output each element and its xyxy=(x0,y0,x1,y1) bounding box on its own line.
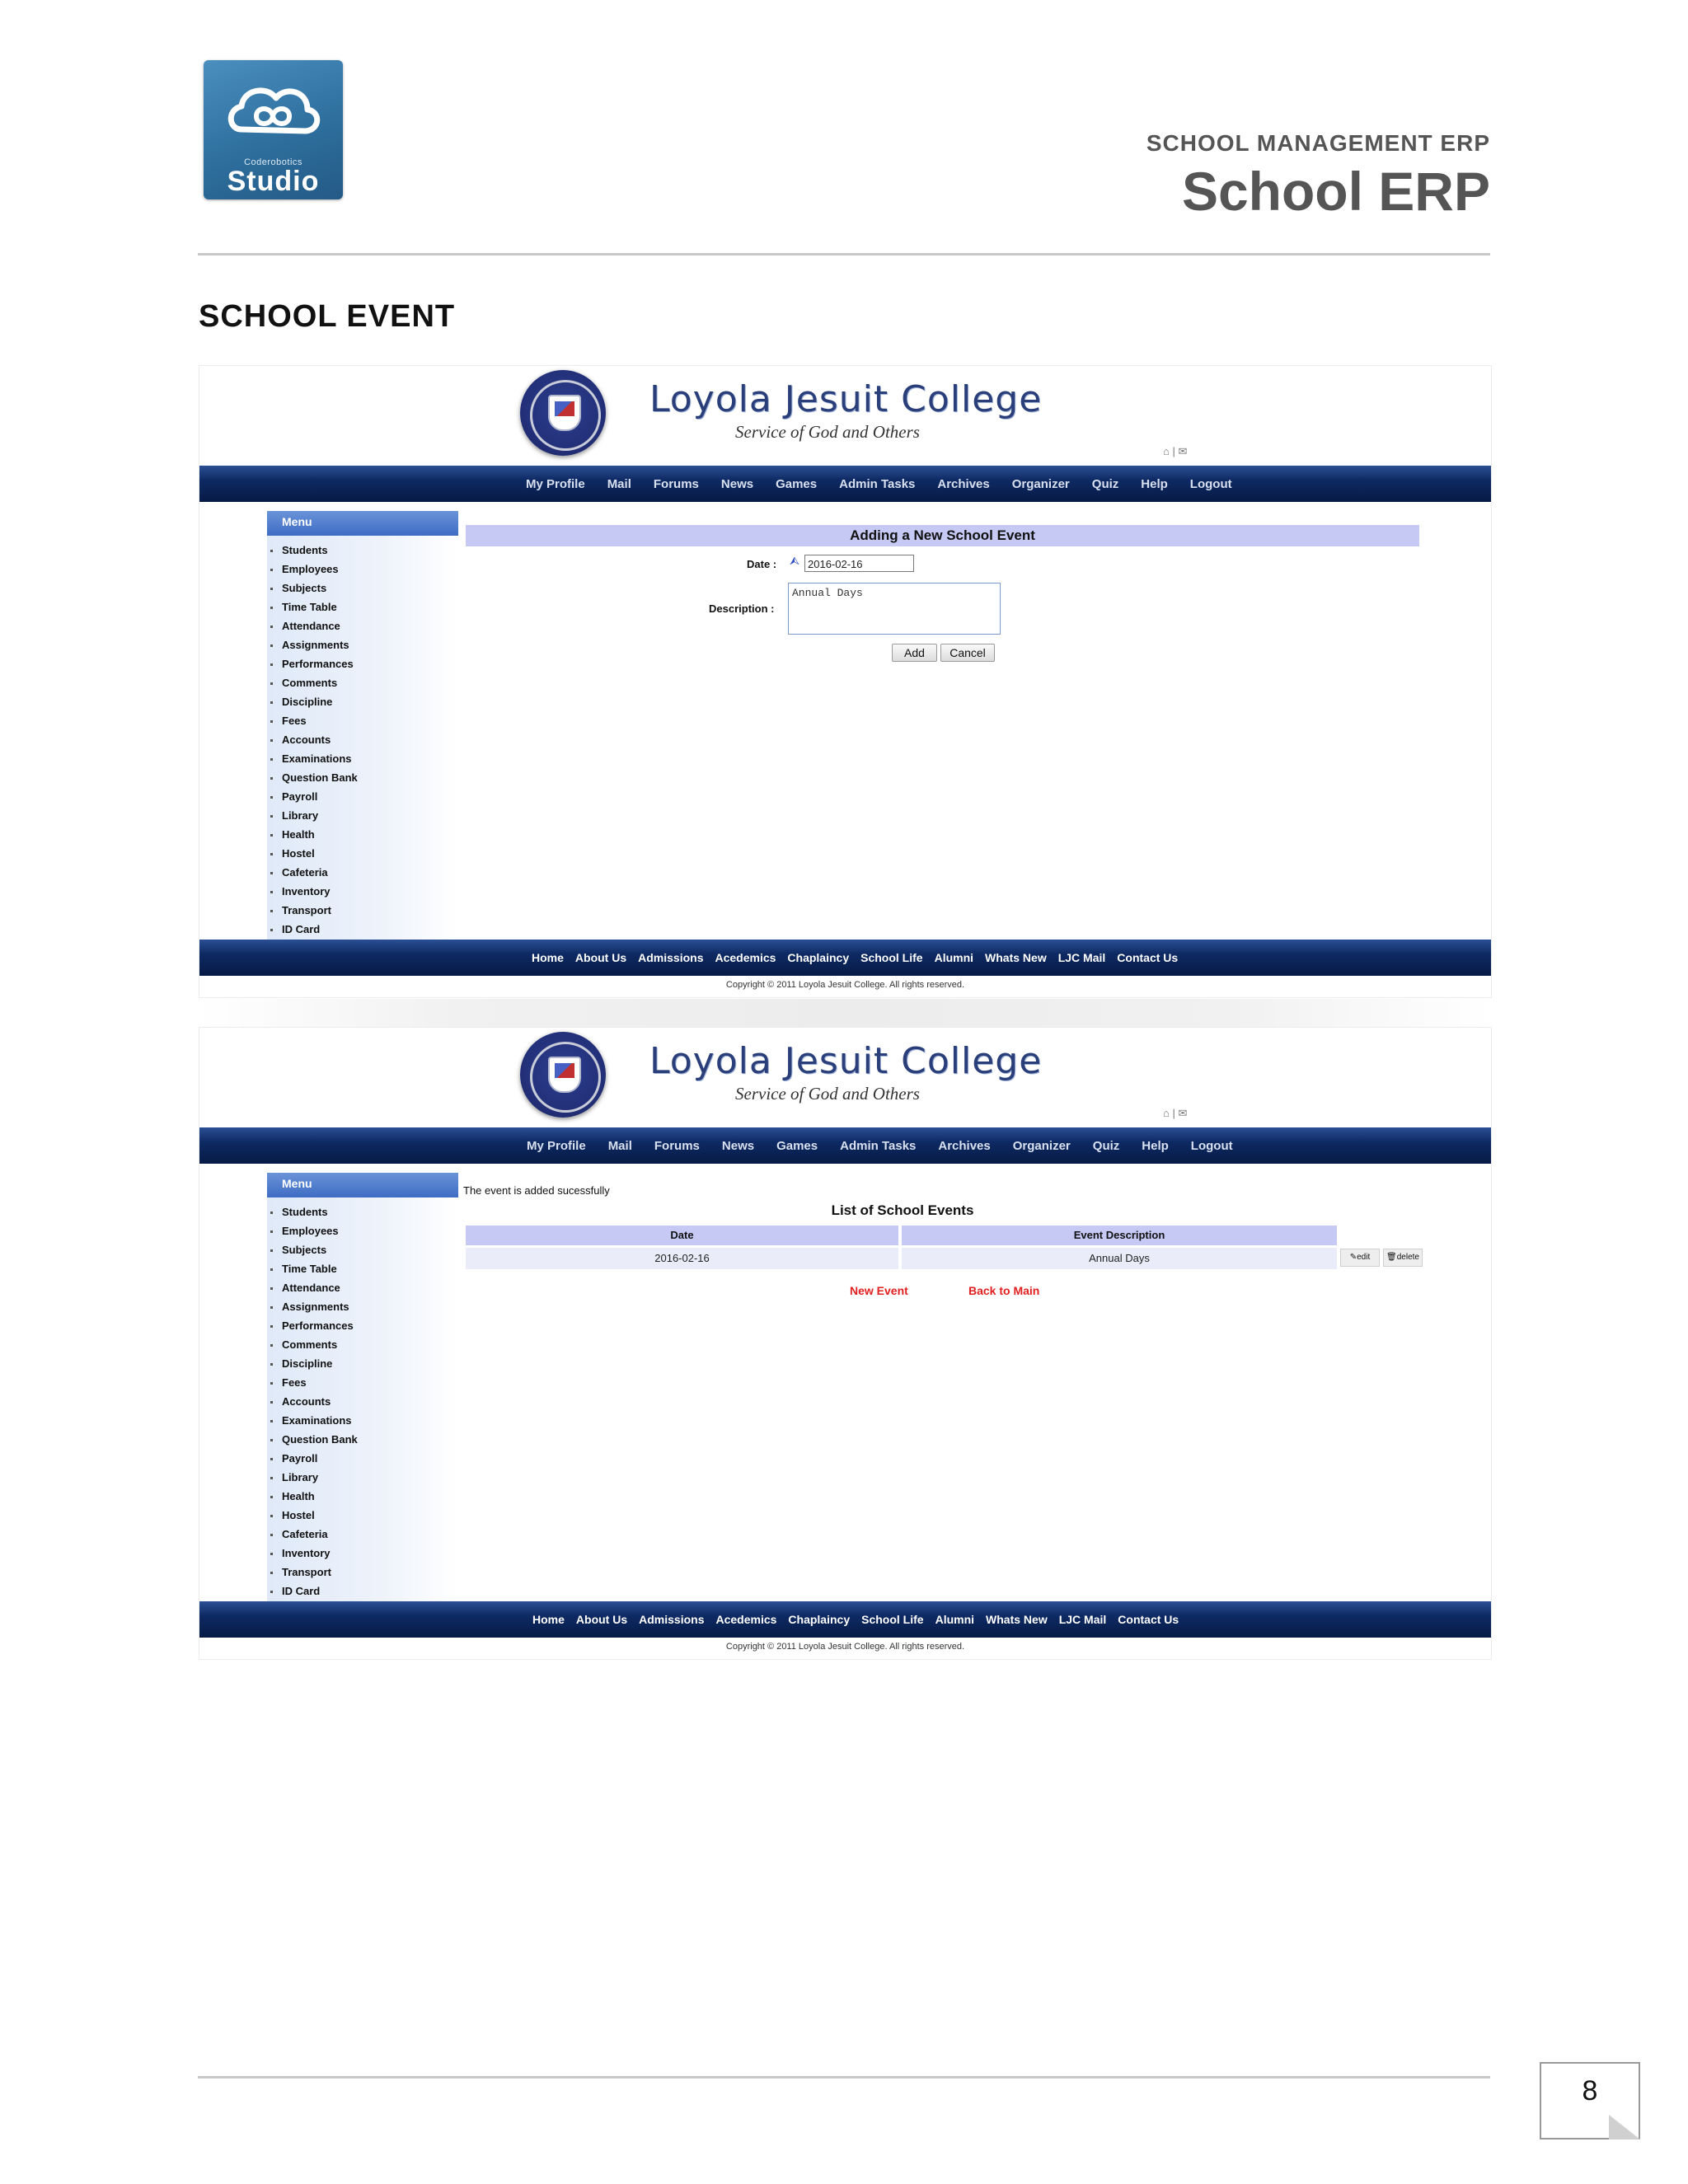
add-button[interactable]: Add xyxy=(892,644,937,662)
footer-divider xyxy=(198,2076,1490,2079)
menu-item[interactable]: Inventory xyxy=(267,882,458,901)
menu-item[interactable]: Accounts xyxy=(267,1392,458,1411)
menu-item[interactable]: Accounts xyxy=(267,730,458,749)
logo-small-text: Coderobotics xyxy=(244,157,302,167)
menu-item[interactable]: Fees xyxy=(267,1373,458,1392)
nav-games[interactable]: Games xyxy=(776,1138,818,1153)
site-header xyxy=(199,1028,1491,1127)
college-motto: Service of God and Others xyxy=(735,422,920,442)
menu-item[interactable]: Time Table xyxy=(267,598,458,616)
footer-school-life[interactable]: School Life xyxy=(861,1613,924,1626)
delete-label: delete xyxy=(1396,1253,1419,1262)
menu-item[interactable]: Health xyxy=(267,1487,458,1506)
menu-title: Menu xyxy=(267,1173,458,1197)
nav-admin-tasks[interactable]: Admin Tasks xyxy=(840,1138,917,1153)
page-number-box xyxy=(1540,2062,1640,2139)
menu-item[interactable]: Students xyxy=(267,541,458,560)
edit-label: edit xyxy=(1357,1253,1371,1262)
college-motto: Service of God and Others xyxy=(735,1084,920,1104)
menu-item[interactable]: Subjects xyxy=(267,1240,458,1259)
menu-item[interactable]: Attendance xyxy=(267,1278,458,1297)
edit-icon: ✎ xyxy=(1349,1253,1357,1262)
footer-home[interactable]: Home xyxy=(532,1613,565,1626)
form-heading: Adding a New School Event xyxy=(466,525,1419,546)
menu-item[interactable]: Payroll xyxy=(267,1449,458,1468)
success-message: The event is added sucessfully xyxy=(463,1184,610,1197)
section-title: SCHOOL EVENT xyxy=(199,299,456,334)
menu-item[interactable]: Comments xyxy=(267,1335,458,1354)
menu-item[interactable]: Transport xyxy=(267,901,458,920)
company-logo xyxy=(204,60,343,199)
page-number: 8 xyxy=(1582,2075,1598,2107)
nav-my-profile[interactable]: My Profile xyxy=(526,476,585,491)
menu-item[interactable]: Examinations xyxy=(267,749,458,768)
college-name: Loyola Jesuit College xyxy=(649,1040,1043,1082)
date-label: Date : xyxy=(747,558,777,570)
menu-item[interactable]: Fees xyxy=(267,711,458,730)
footer-contact-us[interactable]: Contact Us xyxy=(1118,1613,1179,1626)
nav-news[interactable]: News xyxy=(720,476,754,491)
column-header-date: Date xyxy=(466,1226,898,1245)
footer-acedemics[interactable]: Acedemics xyxy=(715,951,776,964)
menu-item[interactable]: Inventory xyxy=(267,1544,458,1563)
menu-item[interactable]: Question Bank xyxy=(267,1430,458,1449)
nav-quiz[interactable]: Quiz xyxy=(1092,1138,1120,1153)
menu-item[interactable]: Question Bank xyxy=(267,768,458,787)
menu-item[interactable]: Library xyxy=(267,806,458,825)
top-nav xyxy=(199,466,1491,502)
list-title: List of School Events xyxy=(831,1202,974,1218)
nav-help[interactable]: Help xyxy=(1141,476,1168,491)
nav-forums[interactable]: Forums xyxy=(654,1138,700,1153)
menu-item[interactable]: Discipline xyxy=(267,692,458,711)
footer-chaplaincy[interactable]: Chaplaincy xyxy=(787,951,850,964)
footer-contact-us[interactable]: Contact Us xyxy=(1117,951,1179,964)
page-divider-band xyxy=(198,999,1490,1027)
footer-ljc-mail[interactable]: LJC Mail xyxy=(1057,951,1106,964)
footer-admissions[interactable]: Admissions xyxy=(638,951,704,964)
menu-item[interactable]: Subjects xyxy=(267,579,458,598)
nav-organizer[interactable]: Organizer xyxy=(1012,1138,1071,1153)
site-header xyxy=(199,366,1491,465)
menu-item[interactable]: Hostel xyxy=(267,844,458,863)
description-textarea[interactable]: Annual Days xyxy=(788,583,1001,635)
footer-whats-new[interactable]: Whats New xyxy=(985,951,1047,964)
menu-item[interactable]: Assignments xyxy=(267,1297,458,1316)
page-curl-icon xyxy=(1609,2115,1640,2139)
nav-mail[interactable]: Mail xyxy=(607,476,631,491)
edit-button[interactable] xyxy=(1340,1249,1380,1267)
document-subtitle: SCHOOL MANAGEMENT ERP xyxy=(1146,130,1490,156)
delete-button[interactable] xyxy=(1383,1249,1423,1267)
cell-description: Annual Days xyxy=(902,1248,1337,1269)
footer-home[interactable]: Home xyxy=(532,951,564,964)
menu-item[interactable]: Students xyxy=(267,1202,458,1221)
trash-icon: 🗑 xyxy=(1386,1253,1397,1262)
nav-organizer[interactable]: Organizer xyxy=(1011,476,1070,491)
logo-brand-text: Studio xyxy=(227,166,320,197)
home-mail-icons[interactable]: ⌂ | ✉ xyxy=(1163,445,1188,457)
home-mail-icons[interactable]: ⌂ | ✉ xyxy=(1163,1107,1188,1119)
side-menu xyxy=(267,511,458,940)
footer-nav xyxy=(199,1601,1491,1638)
back-to-main-link[interactable]: Back to Main xyxy=(968,1284,1040,1297)
college-crest-icon xyxy=(520,370,606,456)
nav-archives[interactable]: Archives xyxy=(937,476,990,491)
menu-item[interactable]: ID Card xyxy=(267,920,458,939)
description-label: Description : xyxy=(709,602,775,615)
menu-item[interactable]: Performances xyxy=(267,654,458,673)
top-nav xyxy=(199,1127,1491,1164)
screenshot-event-list xyxy=(199,1027,1492,1660)
header-divider xyxy=(198,253,1490,255)
menu-item[interactable]: Payroll xyxy=(267,787,458,806)
nav-my-profile[interactable]: My Profile xyxy=(527,1138,586,1153)
footer-chaplaincy[interactable]: Chaplaincy xyxy=(788,1613,851,1626)
footer-nav xyxy=(199,940,1491,976)
nav-forums[interactable]: Forums xyxy=(653,476,699,491)
new-event-link[interactable]: New Event xyxy=(850,1284,908,1297)
menu-item[interactable]: Discipline xyxy=(267,1354,458,1373)
screenshot-add-event xyxy=(199,365,1492,998)
footer-school-life[interactable]: School Life xyxy=(860,951,923,964)
copyright: Copyright © 2011 Loyola Jesuit College. All rights reserved. xyxy=(725,1642,965,1652)
menu-item[interactable]: Transport xyxy=(267,1563,458,1582)
nav-help[interactable]: Help xyxy=(1142,1138,1169,1153)
menu-item[interactable]: Cafeteria xyxy=(267,863,458,882)
menu-item[interactable]: Attendance xyxy=(267,616,458,635)
footer-alumni[interactable]: Alumni xyxy=(934,951,974,964)
menu-item[interactable]: Time Table xyxy=(267,1259,458,1278)
nav-games[interactable]: Games xyxy=(776,476,818,491)
nav-logout[interactable]: Logout xyxy=(1189,476,1232,491)
footer-about-us[interactable]: About Us xyxy=(574,951,627,964)
menu-item[interactable]: Performances xyxy=(267,1316,458,1335)
side-menu xyxy=(267,1173,458,1601)
menu-item[interactable]: Assignments xyxy=(267,635,458,654)
footer-alumni[interactable]: Alumni xyxy=(935,1613,975,1626)
footer-acedemics[interactable]: Acedemics xyxy=(715,1613,777,1626)
nav-quiz[interactable]: Quiz xyxy=(1091,476,1119,491)
nav-admin-tasks[interactable]: Admin Tasks xyxy=(839,476,916,491)
column-header-description: Event Description xyxy=(902,1226,1337,1245)
footer-about-us[interactable]: About Us xyxy=(575,1613,628,1626)
copyright: Copyright © 2011 Loyola Jesuit College. All rights reserved. xyxy=(725,980,965,990)
menu-item[interactable]: Employees xyxy=(267,560,458,579)
menu-item[interactable]: Comments xyxy=(267,673,458,692)
menu-item[interactable]: ID Card xyxy=(267,1582,458,1601)
nav-archives[interactable]: Archives xyxy=(938,1138,991,1153)
menu-item[interactable]: Hostel xyxy=(267,1506,458,1525)
footer-whats-new[interactable]: Whats New xyxy=(986,1613,1048,1626)
menu-title: Menu xyxy=(267,511,458,536)
cell-date: 2016-02-16 xyxy=(466,1248,898,1269)
college-name: Loyola Jesuit College xyxy=(649,378,1043,420)
menu-item[interactable]: Cafeteria xyxy=(267,1525,458,1544)
document-title: School ERP xyxy=(1181,161,1490,222)
menu-item[interactable]: Examinations xyxy=(267,1411,458,1430)
college-crest-icon xyxy=(520,1032,606,1118)
menu-item[interactable]: Library xyxy=(267,1468,458,1487)
cancel-button[interactable]: Cancel xyxy=(940,644,995,662)
cloud-loop-icon xyxy=(225,78,321,152)
nav-logout[interactable]: Logout xyxy=(1190,1138,1233,1153)
menu-item[interactable]: Employees xyxy=(267,1221,458,1240)
nav-mail[interactable]: Mail xyxy=(607,1138,632,1153)
date-input[interactable]: 2016-02-16 xyxy=(804,555,914,572)
menu-item[interactable]: Health xyxy=(267,825,458,844)
calendar-icon[interactable]: ⮙ xyxy=(790,554,799,567)
nav-news[interactable]: News xyxy=(721,1138,755,1153)
footer-admissions[interactable]: Admissions xyxy=(639,1613,705,1626)
footer-ljc-mail[interactable]: LJC Mail xyxy=(1058,1613,1107,1626)
